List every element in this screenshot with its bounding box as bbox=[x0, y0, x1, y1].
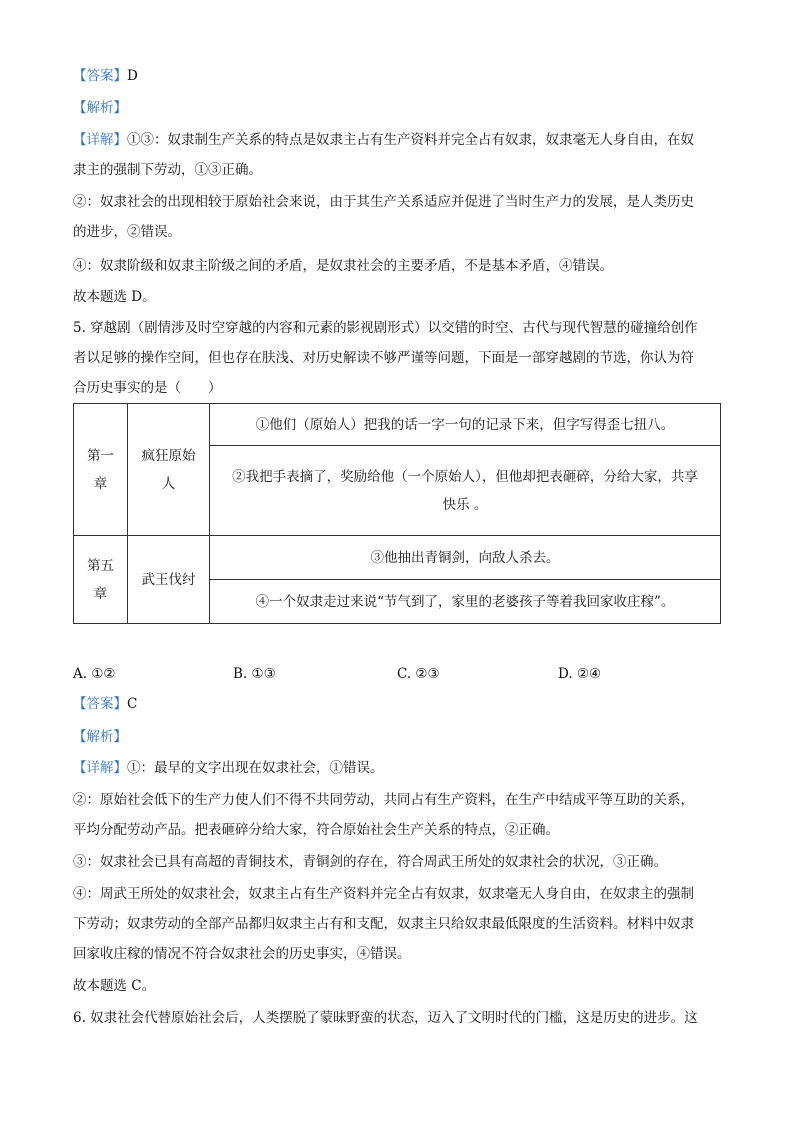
conclusion-q5: 故本题选 C。 bbox=[73, 978, 156, 994]
paragraph-2-line-2: 的进步，②错误。 bbox=[73, 224, 181, 240]
question-5-options bbox=[73, 664, 733, 684]
paragraph-2-line-2-q5: 平均分配劳动产品。把表砸碎分给大家，符合原始社会生产关系的特点，②正确。 bbox=[73, 822, 559, 838]
answer-tag: 【答案】 bbox=[73, 68, 127, 84]
paragraph-4-line-1-q5: ④：周武王所处的奴隶社会，奴隶主占有生产资料并完全占有奴隶，奴隶毫无人身自由，在奴隶主的强制 bbox=[73, 886, 694, 902]
analysis-tag-q5 bbox=[73, 727, 733, 747]
item-1-cell: ①他们（原始人）把我的话一字一句的记录下来，但字写得歪七扭八。 bbox=[210, 404, 721, 446]
item-4-cell: ④一个奴隶走过来说“节气到了，家里的老婆孩子等着我回家收庄稼”。 bbox=[210, 580, 721, 624]
conclusion-q4: 故本题选 D。 bbox=[73, 289, 156, 305]
question-5-line-3: 合历史事实的是（ ） bbox=[73, 380, 222, 396]
analysis-tag: 【解析】 bbox=[73, 100, 127, 116]
detail-text: ①③：奴隶制生产关系的特点是奴隶主占有生产资料并完全占有奴隶，奴隶毫无人身自由，在奴 bbox=[127, 132, 694, 148]
answer-line-q5 bbox=[73, 694, 733, 714]
paragraph-3-q5: ③：奴隶社会已具有高超的青铜技术，青铜剑的存在，符合周武王所处的奴隶社会的状况，③正确。 bbox=[73, 854, 667, 870]
paragraph-3: ④：奴隶阶级和奴隶主阶级之间的矛盾，是奴隶社会的主要矛盾，不是基本矛盾，④错误。 bbox=[73, 258, 613, 274]
paragraph-2-line-1-q5: ②：原始社会低下的生产力使人们不得不共同劳动，共同占有生产资料，在生产中结成平等互助的关系， bbox=[73, 792, 694, 808]
question-5-line-2: 者以足够的操作空间，但也存在肤浅、对历史解读不够严谨等问题，下面是一部穿越剧的节选，你认为符 bbox=[73, 350, 694, 366]
table-row bbox=[74, 404, 721, 446]
detail-tag: 【详解】 bbox=[73, 760, 127, 776]
answer-line-q4 bbox=[73, 66, 733, 86]
question-6-line-1: 6. 奴隶社会代替原始社会后，人类摆脱了蒙昧野蛮的状态，迈入了文明时代的门槛，这是历史的进步。这 bbox=[73, 1010, 698, 1026]
paragraph-2-line-1: ②：奴隶社会的出现相较于原始社会来说，由于其生产关系适应并促进了当时生产力的发展，是人类历史 bbox=[73, 194, 694, 210]
option-d[interactable]: D. ②④ bbox=[558, 666, 602, 682]
paragraph-4-line-3-q5: 回家收庄稼的情况不符合奴隶社会的历史事实，④错误。 bbox=[73, 946, 411, 962]
chapter-1-cell: 第一 章 bbox=[74, 404, 128, 536]
analysis-tag-q4 bbox=[73, 98, 733, 118]
detail-tag: 【详解】 bbox=[73, 132, 127, 148]
chapter-1-title-cell: 疯狂原始 人 bbox=[128, 404, 210, 536]
table-row bbox=[74, 536, 721, 580]
question-5-line-1: 5. 穿越剧（剧情涉及时空穿越的内容和元素的影视剧形式）以交错的时空、古代与现代智慧的碰撞给创作 bbox=[73, 320, 698, 336]
option-b[interactable]: B. ①③ bbox=[233, 666, 276, 682]
detail-line-1 bbox=[73, 130, 733, 150]
option-c[interactable]: C. ②③ bbox=[397, 666, 440, 682]
question-5-table bbox=[73, 403, 721, 624]
chapter-5-title-cell: 武王伐纣 bbox=[128, 536, 210, 624]
chapter-5-cell: 第五 章 bbox=[74, 536, 128, 624]
answer-value: D bbox=[127, 68, 138, 84]
analysis-tag: 【解析】 bbox=[73, 729, 127, 745]
paragraph-4-line-2-q5: 下劳动；奴隶劳动的全部产品都归奴隶主占有和支配，奴隶主只给奴隶最低限度的生活资料。材料中奴隶 bbox=[73, 916, 694, 932]
detail-line-1-q5 bbox=[73, 758, 733, 778]
item-3-cell: ③他抽出青铜剑，向敌人杀去。 bbox=[210, 536, 721, 580]
detail-line-2: 隶主的强制下劳动，①③正确。 bbox=[73, 162, 262, 178]
detail-text: ①：最早的文字出现在奴隶社会，①错误。 bbox=[127, 760, 384, 776]
option-a[interactable]: A. ①② bbox=[73, 666, 116, 682]
item-2-cell: ②我把手表摘了，奖励给他（一个原始人），但他却把表砸碎，分给大家，共享 快乐 。 bbox=[210, 446, 721, 536]
answer-tag: 【答案】 bbox=[73, 696, 127, 712]
answer-value: C bbox=[127, 696, 138, 712]
